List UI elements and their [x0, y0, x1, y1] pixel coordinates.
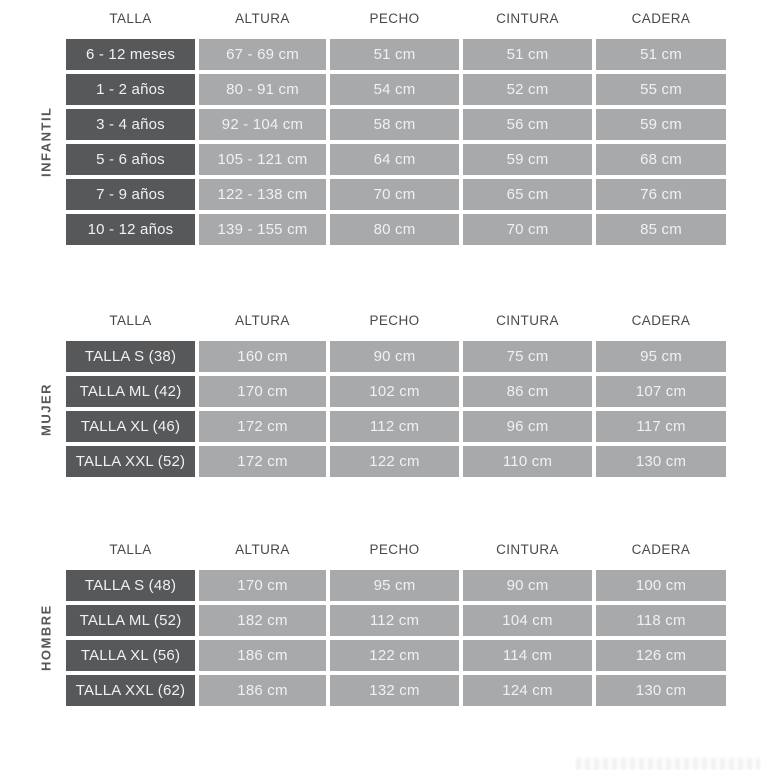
measure-cell: 170 cm — [199, 570, 326, 601]
measure-cell: 65 cm — [463, 179, 592, 210]
measure-cell: 112 cm — [330, 411, 459, 442]
measure-cell: 54 cm — [330, 74, 459, 105]
measure-cell: 75 cm — [463, 341, 592, 372]
measure-cell: 70 cm — [330, 179, 459, 210]
measure-cell: 85 cm — [596, 214, 726, 245]
group-label: HOMBRE — [38, 604, 54, 672]
measure-cell: 59 cm — [596, 109, 726, 140]
column-headers — [66, 5, 726, 31]
column-header: ALTURA — [235, 541, 290, 557]
column-header: CINTURA — [496, 541, 559, 557]
measure-cell: 95 cm — [596, 341, 726, 372]
size-cell: TALLA XL (46) — [66, 411, 195, 442]
column-header: CADERA — [631, 541, 691, 557]
measure-cell: 186 cm — [199, 640, 326, 671]
measure-cell: 182 cm — [199, 605, 326, 636]
column-header: PECHO — [369, 541, 420, 557]
measure-cell: 67 - 69 cm — [199, 39, 326, 70]
measure-cell: 114 cm — [463, 640, 592, 671]
measure-cell: 104 cm — [463, 605, 592, 636]
measure-cell: 126 cm — [596, 640, 726, 671]
size-cell: TALLA ML (52) — [66, 605, 195, 636]
measure-cell: 90 cm — [463, 570, 592, 601]
measure-cell: 70 cm — [463, 214, 592, 245]
size-cell: 1 - 2 años — [66, 74, 195, 105]
column-headers — [66, 536, 726, 562]
column-header: CADERA — [631, 10, 691, 26]
measure-cell: 186 cm — [199, 675, 326, 706]
column-header: CINTURA — [496, 312, 559, 328]
measure-cell: 100 cm — [596, 570, 726, 601]
column-header: ALTURA — [235, 10, 290, 26]
measure-cell: 117 cm — [596, 411, 726, 442]
measure-cell: 95 cm — [330, 570, 459, 601]
column-header: CADERA — [631, 312, 691, 328]
size-cell: TALLA XXL (62) — [66, 675, 195, 706]
measure-cell: 112 cm — [330, 605, 459, 636]
measure-cell: 122 cm — [330, 640, 459, 671]
measure-cell: 122 cm — [330, 446, 459, 477]
measure-cell: 105 - 121 cm — [199, 144, 326, 175]
measure-cell: 64 cm — [330, 144, 459, 175]
measure-cell: 90 cm — [330, 341, 459, 372]
column-header: CINTURA — [496, 10, 559, 26]
size-cell: 5 - 6 años — [66, 144, 195, 175]
measure-cell: 80 - 91 cm — [199, 74, 326, 105]
measure-cell: 102 cm — [330, 376, 459, 407]
column-header: PECHO — [369, 10, 420, 26]
size-cell: TALLA XL (56) — [66, 640, 195, 671]
measure-cell: 96 cm — [463, 411, 592, 442]
size-cell: 7 - 9 años — [66, 179, 195, 210]
measure-cell: 56 cm — [463, 109, 592, 140]
measure-cell: 58 cm — [330, 109, 459, 140]
measure-cell: 59 cm — [463, 144, 592, 175]
group-label: INFANTIL — [38, 106, 54, 178]
watermark-fragment — [576, 758, 760, 770]
measure-cell: 76 cm — [596, 179, 726, 210]
measure-cell: 118 cm — [596, 605, 726, 636]
measure-cell: 51 cm — [596, 39, 726, 70]
measure-cell: 80 cm — [330, 214, 459, 245]
size-cell: TALLA XXL (52) — [66, 446, 195, 477]
measure-cell: 55 cm — [596, 74, 726, 105]
column-header: TALLA — [109, 312, 152, 328]
measure-cell: 51 cm — [330, 39, 459, 70]
measure-cell: 130 cm — [596, 446, 726, 477]
measure-cell: 86 cm — [463, 376, 592, 407]
size-cell: TALLA S (38) — [66, 341, 195, 372]
size-cell: 6 - 12 meses — [66, 39, 195, 70]
size-cell: TALLA ML (42) — [66, 376, 195, 407]
table-body — [66, 341, 726, 477]
measure-cell: 172 cm — [199, 446, 326, 477]
size-cell: 3 - 4 años — [66, 109, 195, 140]
measure-cell: 110 cm — [463, 446, 592, 477]
size-cell: TALLA S (48) — [66, 570, 195, 601]
table-body — [66, 570, 726, 706]
column-header: PECHO — [369, 312, 420, 328]
measure-cell: 92 - 104 cm — [199, 109, 326, 140]
column-header: TALLA — [109, 10, 152, 26]
measure-cell: 139 - 155 cm — [199, 214, 326, 245]
measure-cell: 52 cm — [463, 74, 592, 105]
measure-cell: 122 - 138 cm — [199, 179, 326, 210]
column-header: ALTURA — [235, 312, 290, 328]
measure-cell: 130 cm — [596, 675, 726, 706]
measure-cell: 107 cm — [596, 376, 726, 407]
size-cell: 10 - 12 años — [66, 214, 195, 245]
measure-cell: 124 cm — [463, 675, 592, 706]
measure-cell: 170 cm — [199, 376, 326, 407]
column-headers — [66, 307, 726, 333]
measure-cell: 68 cm — [596, 144, 726, 175]
table-body — [66, 39, 726, 245]
measure-cell: 160 cm — [199, 341, 326, 372]
measure-cell: 132 cm — [330, 675, 459, 706]
measure-cell: 172 cm — [199, 411, 326, 442]
group-label: MUJER — [38, 382, 54, 436]
column-header: TALLA — [109, 541, 152, 557]
measure-cell: 51 cm — [463, 39, 592, 70]
